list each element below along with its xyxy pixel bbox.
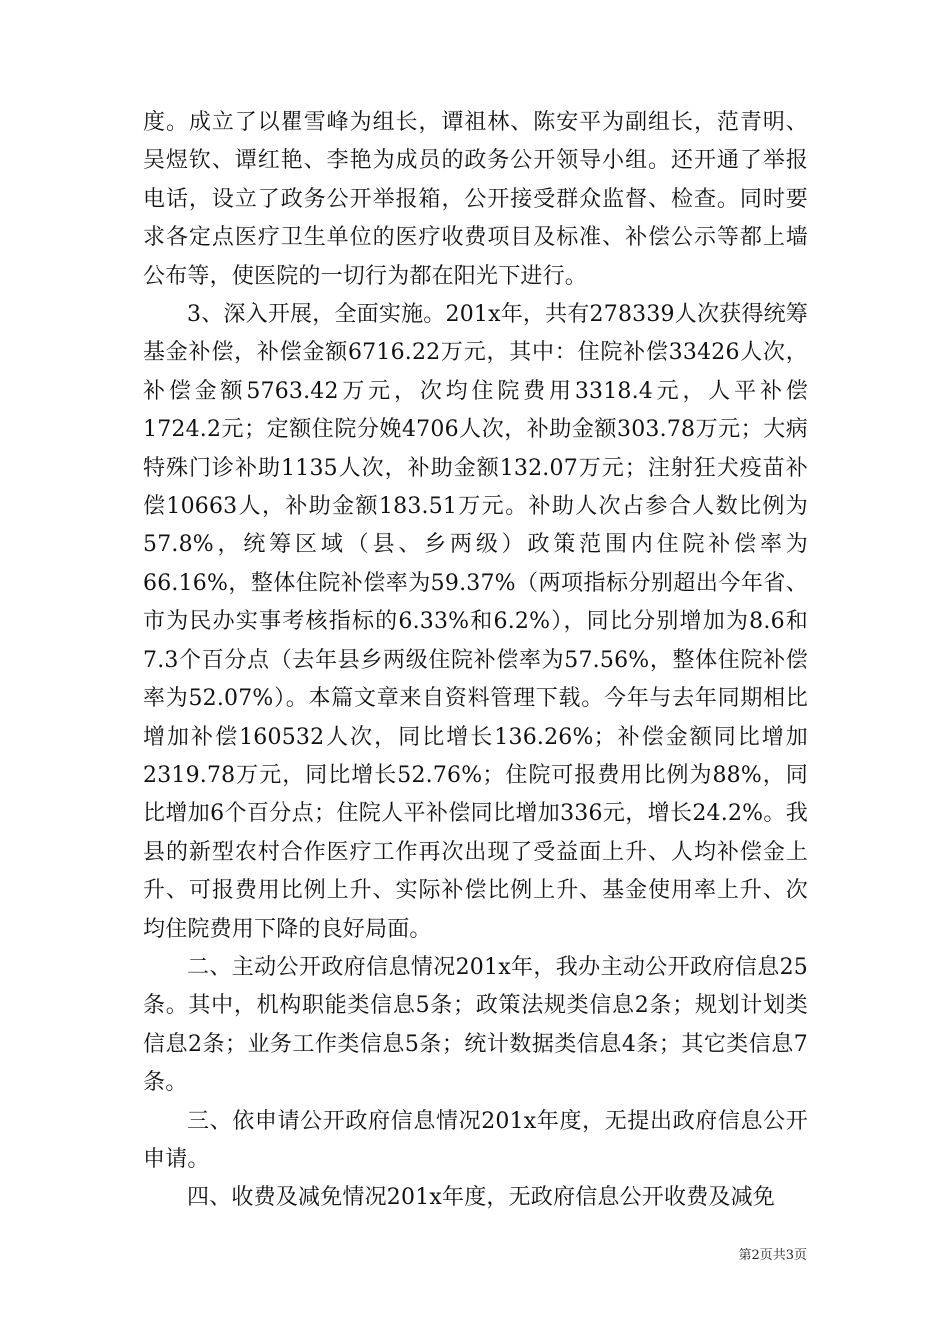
paragraph-proactive-disclosure: 二、主动公开政府信息情况201x年，我办主动公开政府信息25条。其中，机构职能类信息5条；政策法规类信息2条；规划计划类信息2条；业务工作类信息5条；统计数据类信息4条；其它类信息7条。 [143,954,808,1096]
document-body [143,104,808,1218]
paragraph-application-disclosure: 三、依申请公开政府信息情况201x年度，无提出政府信息公开申请。 [143,1108,808,1172]
paragraph-implementation-stats: 3、深入开展，全面实施。201x年，共有278339人次获得统筹基金补偿，补偿金额6716.22万元，其中：住院补偿33426人次，补偿金额5763.42万元，次均住院费用3318.4元，人平补偿1724.2元；定额住院分娩4706人次，补助金额303.78万元；大病特殊门诊补助1135人次，补助金额132.07万元；注射狂犬疫苗补偿10663人，补助金额183.51万元。补助人次占参合人数比例为57.8%，统筹区域（县、乡两级）政策范围内住院补偿率为66.16%，整体住院补偿率为59.37%（两项指标分别超出今年省、市为民办实事考核指标的6.33%和6.2%），同比分别增加为8.6和7.3个百分点（去年县乡两级住院补偿率为57.56%，整体住院补偿率为52.07%）。本篇文章来自资料管理下载。今年与去年同期相比增加补偿160532人次，同比增长136.26%；补偿金额同比增加2319.78万元，同比增长52.76%；住院可报费用比例为88%，同比增加6个百分点；住院人平补偿同比增加336元，增长24.2%。我县的新型农村合作医疗工作再次出现了受益面上升、人均补偿金上升、可报费用比例上升、实际补偿比例上升、基金使用率上升、次均住院费用下降的良好局面。 [143,302,808,942]
paragraph-leadership-group: 度。成立了以瞿雪峰为组长，谭祖林、陈安平为副组长，范青明、吴煜钦、谭红艳、李艳为成员的政务公开领导小组。还开通了举报电话，设立了政务公开举报箱，公开接受群众监督、检查。同时要求各定点医疗卫生单位的医疗收费项目及标准、补偿公示等都上墙公布等，使医院的一切行为都在阳光下进行。 [143,110,808,289]
page-number-footer: 第2页共3页 [738,1248,807,1263]
paragraph-fees-waivers: 四、收费及减免情况201x年度，无政府信息公开收费及减免 [187,1185,776,1211]
